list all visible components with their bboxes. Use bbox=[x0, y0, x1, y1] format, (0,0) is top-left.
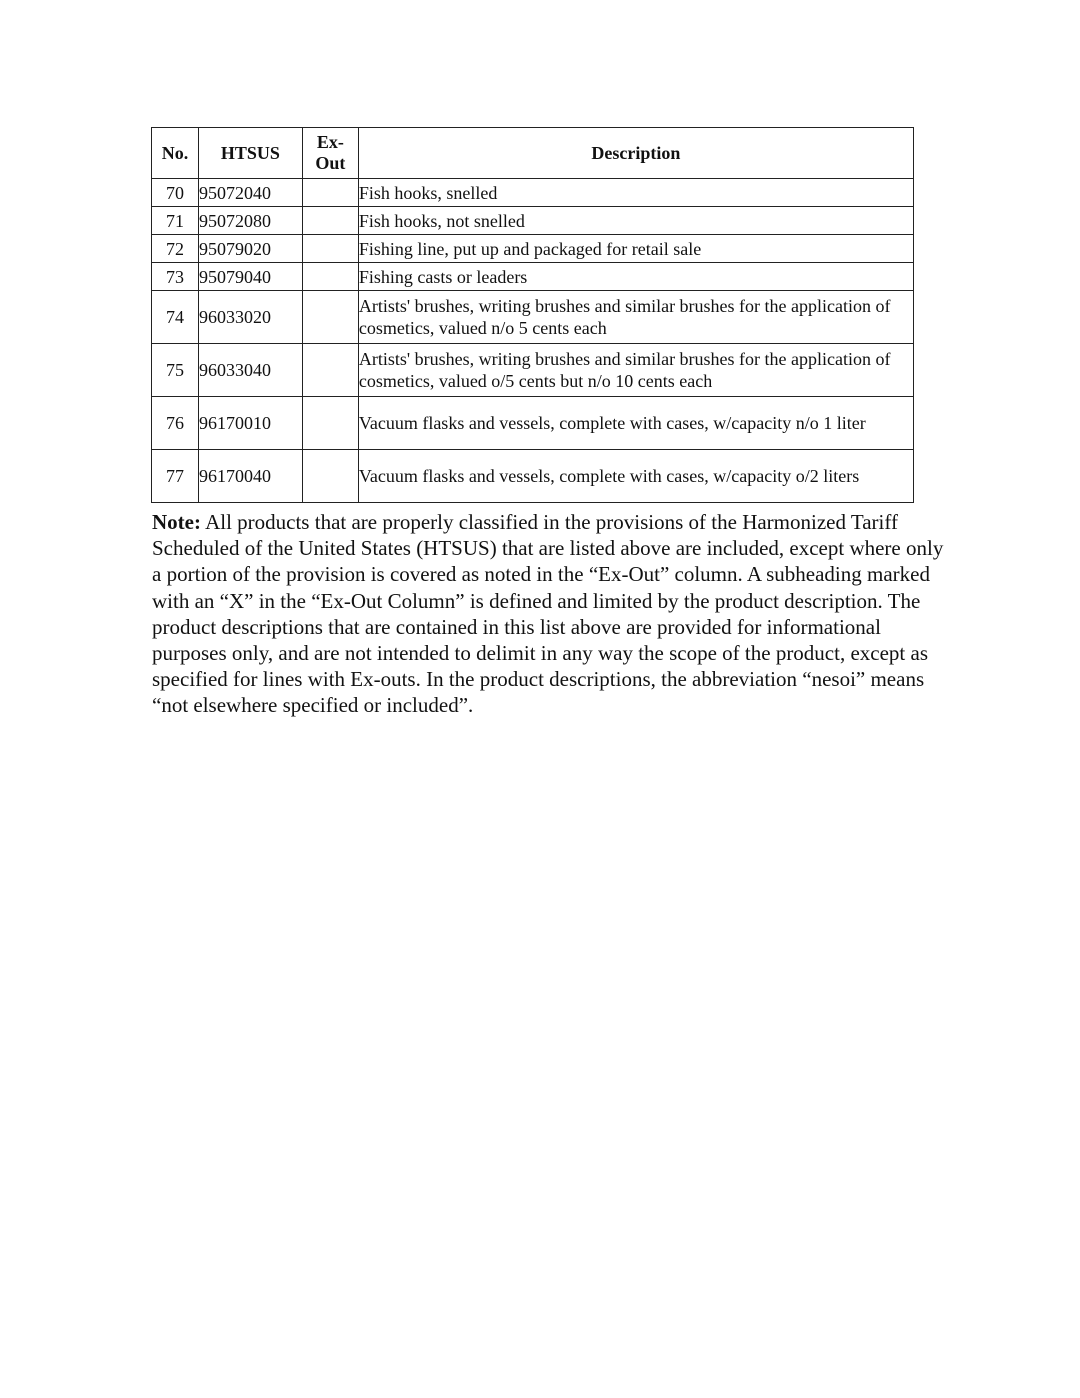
table-header-row bbox=[152, 128, 914, 179]
cell-ex-out bbox=[302, 263, 358, 291]
cell-description: Vacuum flasks and vessels, complete with cases, w/capacity o/2 liters bbox=[358, 450, 913, 503]
note-paragraph bbox=[152, 509, 957, 719]
table-row bbox=[152, 344, 914, 397]
cell-description: Fish hooks, not snelled bbox=[358, 207, 913, 235]
header-ex-out-line1: Ex- bbox=[316, 132, 344, 152]
header-no: No. bbox=[152, 128, 199, 179]
tariff-table bbox=[151, 127, 914, 503]
header-description: Description bbox=[358, 128, 913, 179]
cell-htsus: 95072040 bbox=[198, 179, 302, 207]
cell-no: 73 bbox=[152, 263, 199, 291]
table-row bbox=[152, 450, 914, 503]
cell-no: 74 bbox=[152, 291, 199, 344]
cell-ex-out bbox=[302, 450, 358, 503]
cell-ex-out bbox=[302, 291, 358, 344]
cell-no: 72 bbox=[152, 235, 199, 263]
header-ex-out bbox=[302, 128, 358, 179]
cell-ex-out bbox=[302, 397, 358, 450]
cell-htsus: 96170010 bbox=[198, 397, 302, 450]
cell-description: Artists' brushes, writing brushes and similar brushes for the application of cosmetics, valued o/5 cents but n/o 10 cents each bbox=[358, 344, 913, 397]
cell-htsus: 96170040 bbox=[198, 450, 302, 503]
cell-no: 77 bbox=[152, 450, 199, 503]
cell-ex-out bbox=[302, 344, 358, 397]
table-row bbox=[152, 179, 914, 207]
cell-htsus: 95072080 bbox=[198, 207, 302, 235]
header-htsus: HTSUS bbox=[198, 128, 302, 179]
cell-description: Vacuum flasks and vessels, complete with cases, w/capacity n/o 1 liter bbox=[358, 397, 913, 450]
cell-htsus: 95079040 bbox=[198, 263, 302, 291]
cell-description: Fish hooks, snelled bbox=[358, 179, 913, 207]
table-row bbox=[152, 207, 914, 235]
note-text: All products that are properly classified in the provisions of the Harmonized Tariff Scheduled of the United States (HTSUS) that are listed above are included, except where only a portion of the provision is covered as noted in the “Ex-Out” column. A subheading marked with an “X” in the “Ex-Out Column” is defined and limited by the product description. The product descriptions that are contained in this list above are provided for informational purposes only, and are not intended to delimit in any way the scope of the product, except as specified for lines with Ex-outs. In the product descriptions, the abbreviation “nesoi” means “not elsewhere specified or included”. bbox=[152, 510, 944, 718]
note-label: Note: bbox=[152, 510, 201, 534]
cell-ex-out bbox=[302, 179, 358, 207]
header-ex-out-line2: Out bbox=[315, 153, 346, 173]
cell-htsus: 96033020 bbox=[198, 291, 302, 344]
cell-ex-out bbox=[302, 207, 358, 235]
cell-htsus: 95079020 bbox=[198, 235, 302, 263]
table-row bbox=[152, 397, 914, 450]
cell-htsus: 96033040 bbox=[198, 344, 302, 397]
cell-no: 75 bbox=[152, 344, 199, 397]
table-row bbox=[152, 263, 914, 291]
cell-no: 71 bbox=[152, 207, 199, 235]
cell-no: 70 bbox=[152, 179, 199, 207]
cell-description: Fishing casts or leaders bbox=[358, 263, 913, 291]
cell-description: Artists' brushes, writing brushes and similar brushes for the application of cosmetics, valued n/o 5 cents each bbox=[358, 291, 913, 344]
cell-description: Fishing line, put up and packaged for retail sale bbox=[358, 235, 913, 263]
table-row bbox=[152, 235, 914, 263]
cell-ex-out bbox=[302, 235, 358, 263]
cell-no: 76 bbox=[152, 397, 199, 450]
table-row bbox=[152, 291, 914, 344]
